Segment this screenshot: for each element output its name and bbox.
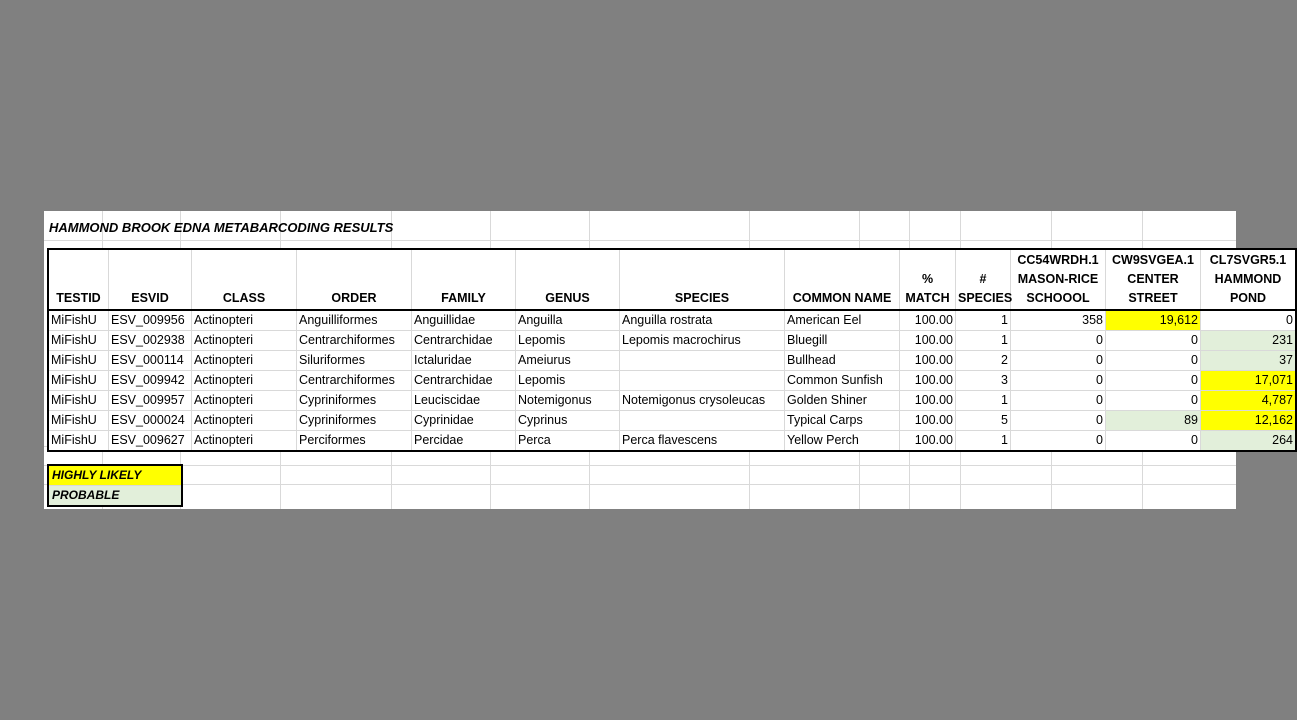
table-cell [620, 411, 785, 431]
table-cell: MiFishU [48, 391, 109, 411]
table-cell: Centrarchiformes [297, 331, 412, 351]
table-cell: 0 [1011, 391, 1106, 411]
table-row [48, 391, 1296, 411]
table-cell: MiFishU [48, 310, 109, 331]
column-header-text: # [979, 272, 987, 286]
table-cell: Actinopteri [192, 371, 297, 391]
table-cell: 5 [956, 411, 1011, 431]
table-cell: 3 [956, 371, 1011, 391]
column-header-text: COMMON NAME [792, 291, 892, 305]
column-header-text: ORDER [331, 291, 377, 305]
column-header-text: SCHOOOL [1026, 291, 1090, 305]
column-header [192, 249, 297, 310]
table-cell: Golden Shiner [785, 391, 900, 411]
column-header-text: SPECIES [674, 291, 730, 305]
table-cell: ESV_000114 [109, 351, 192, 371]
table-cell: 0 [1106, 371, 1201, 391]
table-cell: 0 [1106, 431, 1201, 452]
table-cell: MiFishU [48, 351, 109, 371]
column-header-text: CENTER [1127, 272, 1179, 286]
table-row [48, 310, 1296, 331]
table-cell: Ameiurus [516, 351, 620, 371]
table-cell: 1 [956, 331, 1011, 351]
table-cell: 100.00 [900, 310, 956, 331]
table-cell: 100.00 [900, 371, 956, 391]
table-cell: 89 [1106, 411, 1201, 431]
table-cell: Anguilla [516, 310, 620, 331]
table-cell: 0 [1106, 391, 1201, 411]
table-cell: Centrarchiformes [297, 371, 412, 391]
table-cell: ESV_009627 [109, 431, 192, 452]
table-cell: 12,162 [1201, 411, 1297, 431]
table-cell: Anguillidae [412, 310, 516, 331]
table-cell: Cypriniformes [297, 411, 412, 431]
legend-probable: PROBABLE [49, 486, 181, 505]
table-cell: 100.00 [900, 431, 956, 452]
table-cell: 100.00 [900, 391, 956, 411]
column-header-text: CW9SVGEA.1 [1112, 253, 1194, 267]
table-cell: MiFishU [51, 433, 97, 447]
table-cell: ESV_002938 [109, 331, 192, 351]
column-header [516, 249, 620, 310]
column-header [1011, 249, 1106, 310]
table-row [48, 371, 1296, 391]
table-cell: Actinopteri [192, 351, 297, 371]
table-cell: Notemigonus crysoleucas [620, 391, 785, 411]
table-cell: 17,071 [1201, 371, 1297, 391]
table-cell: Percidae [412, 431, 516, 452]
table-cell: 0 [1106, 351, 1201, 371]
table-cell: Lepomis macrochirus [620, 331, 785, 351]
table-cell: 0 [1011, 431, 1106, 452]
table-cell: Cyprinidae [412, 411, 516, 431]
table-cell: 100.00 [900, 351, 956, 371]
sheet-title: HAMMOND BROOK EDNA METABARCODING RESULTS [49, 220, 394, 235]
table-row [48, 411, 1296, 431]
table-cell: ESV_009942 [109, 371, 192, 391]
table-cell: 0 [1011, 351, 1106, 371]
table-cell: 0 [1106, 331, 1201, 351]
column-header-text: MASON-RICE [1017, 272, 1099, 286]
table-cell: 19,612 [1106, 310, 1201, 331]
results-table [47, 248, 1297, 452]
column-header-text: POND [1229, 291, 1267, 305]
table-cell: Actinopteri [192, 331, 297, 351]
column-header-text: % [921, 272, 934, 286]
column-header-text: SPECIES [958, 291, 1013, 305]
table-row [48, 351, 1296, 371]
gridline [44, 465, 1236, 466]
column-header [48, 249, 109, 310]
table-cell: MiFishU [48, 371, 109, 391]
gridline [44, 484, 1236, 485]
table-cell: ESV_000024 [109, 411, 192, 431]
column-header-text: MATCH [905, 291, 950, 305]
column-header [785, 249, 900, 310]
column-header-text: ESVID [131, 291, 169, 305]
table-cell: Siluriformes [297, 351, 412, 371]
table-cell: Notemigonus [516, 391, 620, 411]
table-cell: 1 [956, 431, 1011, 452]
table-cell: American Eel [785, 310, 900, 331]
table-cell [620, 371, 785, 391]
column-header-text: FAMILY [441, 291, 486, 305]
legend-highly-likely: HIGHLY LIKELY [49, 466, 181, 486]
header-row [48, 249, 1296, 310]
column-header-text: CC54WRDH.1 [1017, 253, 1099, 267]
column-header [1201, 249, 1297, 310]
table-cell: 0 [1011, 411, 1106, 431]
table-cell: ESV_009957 [109, 391, 192, 411]
table-cell: 2 [956, 351, 1011, 371]
column-header [620, 249, 785, 310]
column-header [956, 249, 1011, 310]
table-cell: Yellow Perch [785, 431, 900, 452]
column-header-text: CL7SVGR5.1 [1209, 253, 1287, 267]
table-cell: MiFishU [48, 411, 109, 431]
table-cell: Perca flavescens [620, 431, 785, 452]
table-cell: Anguilla rostrata [620, 310, 785, 331]
column-header-text: STREET [1128, 291, 1178, 305]
table-cell: Centrarchidae [412, 331, 516, 351]
table-cell: Bluegill [785, 331, 900, 351]
table-cell [620, 351, 785, 371]
table-cell: 1 [956, 310, 1011, 331]
column-header-text: TESTID [56, 291, 101, 305]
table-cell: Common Sunfish [785, 371, 900, 391]
gridline [44, 240, 1236, 241]
column-header [1106, 249, 1201, 310]
table-cell: ESV_009956 [109, 310, 192, 331]
column-header-text: HAMMOND [1214, 272, 1282, 286]
column-header [109, 249, 192, 310]
table-cell: Typical Carps [785, 411, 900, 431]
table-cell: Actinopteri [192, 431, 297, 452]
table-cell: MiFishU [48, 331, 109, 351]
table-cell: Centrarchidae [412, 371, 516, 391]
table-cell: Leuciscidae [412, 391, 516, 411]
table-cell: Actinopteri [192, 310, 297, 331]
table-cell: 100.00 [900, 411, 956, 431]
table-cell: Lepomis [516, 331, 620, 351]
table-cell: 100.00 [900, 331, 956, 351]
legend [47, 464, 183, 507]
table-cell: Cyprinus [516, 411, 620, 431]
table-cell: 0 [1201, 310, 1297, 331]
table-cell: Lepomis [516, 371, 620, 391]
table-cell: Actinopteri [192, 411, 297, 431]
column-header-text: GENUS [545, 291, 590, 305]
table-cell: 0 [1011, 371, 1106, 391]
table-cell: Bullhead [785, 351, 900, 371]
table-row [48, 331, 1296, 351]
spreadsheet [44, 211, 1293, 509]
table-cell: Anguilliformes [297, 310, 412, 331]
table-cell: 231 [1201, 331, 1297, 351]
column-header [412, 249, 516, 310]
table-cell: 0 [1011, 331, 1106, 351]
table-cell: 358 [1011, 310, 1106, 331]
table-cell: 1 [956, 391, 1011, 411]
table-row [48, 431, 1296, 452]
column-header [297, 249, 412, 310]
table-cell: Cypriniformes [297, 391, 412, 411]
table-cell: Actinopteri [192, 391, 297, 411]
column-header [900, 249, 956, 310]
table-cell: Perciformes [297, 431, 412, 452]
column-header-text: CLASS [222, 291, 266, 305]
table-cell: Ictaluridae [412, 351, 516, 371]
table-cell: 4,787 [1201, 391, 1297, 411]
table-cell: Perca [516, 431, 620, 452]
table-cell: 264 [1201, 431, 1297, 452]
table-cell: 37 [1201, 351, 1297, 371]
